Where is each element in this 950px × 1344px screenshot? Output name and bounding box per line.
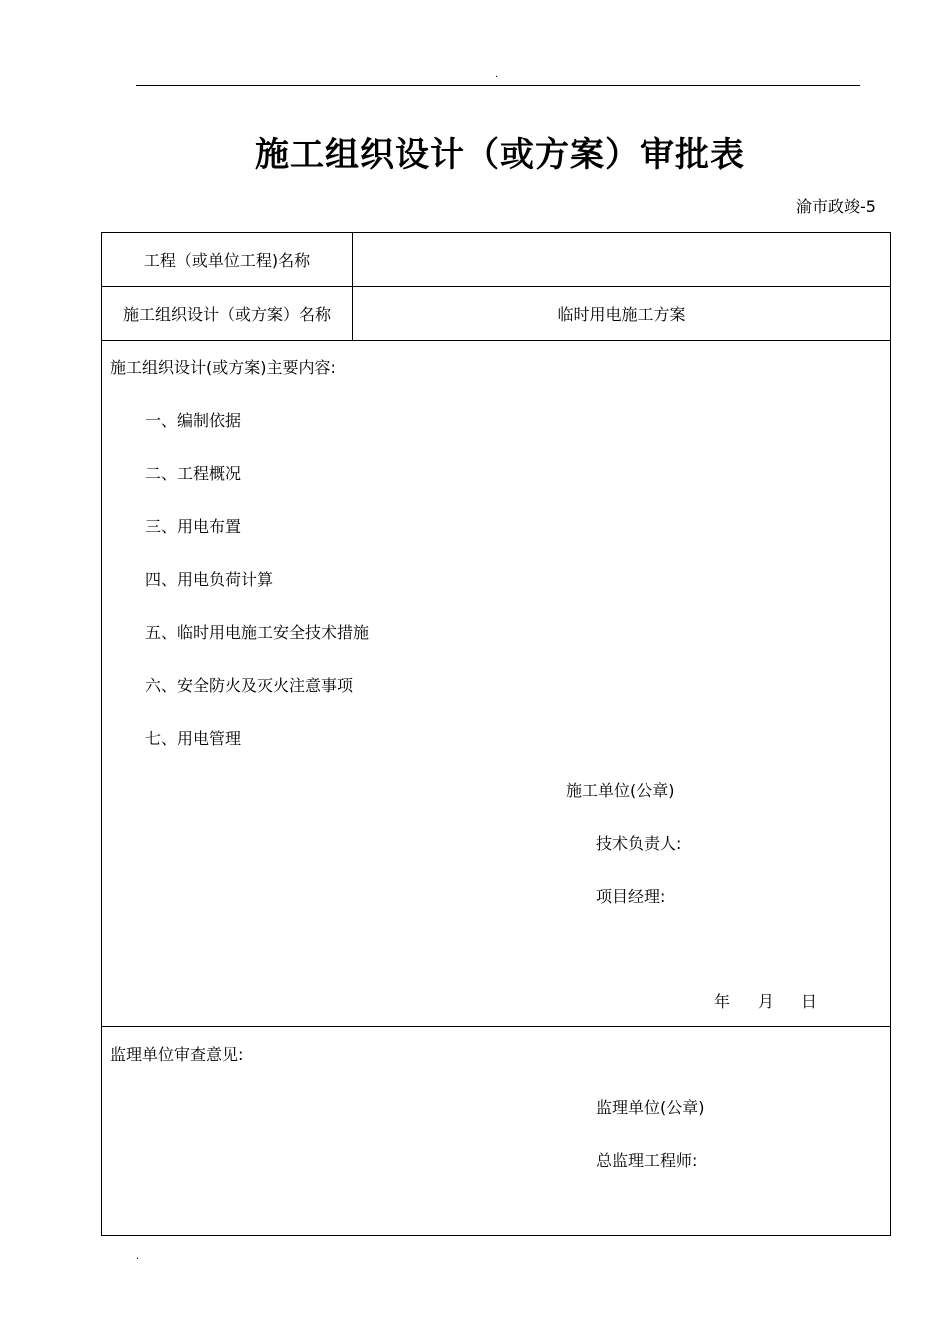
footer-mark: . [136, 1251, 140, 1262]
content-item: 二、工程概况 [145, 464, 242, 483]
project-manager-label: 项目经理: [596, 887, 666, 906]
project-name-label: 工程（或单位工程)名称 [102, 233, 353, 286]
tech-lead-label: 技术负责人: [596, 834, 682, 853]
header-rule [136, 85, 860, 86]
chief-engineer-label: 总监理工程师: [596, 1151, 698, 1170]
approval-form-table [101, 232, 891, 1236]
content-heading: 施工组织设计(或方案)主要内容: [110, 358, 336, 377]
content-item: 一、编制依据 [145, 411, 242, 430]
design-name-field[interactable]: 临时用电施工方案 [557, 305, 686, 324]
form-code: 渝市政竣-5 [796, 197, 876, 216]
design-name-label: 施工组织设计（或方案）名称 [102, 287, 353, 340]
content-item: 六、安全防火及灭火注意事项 [145, 676, 354, 695]
project-name-row [102, 233, 890, 287]
content-item: 三、用电布置 [145, 517, 242, 536]
review-heading: 监理单位审查意见: [110, 1045, 244, 1064]
review-section [102, 1027, 890, 1235]
date-month-label: 月 [758, 992, 775, 1011]
contractor-seal-label: 施工单位(公章) [566, 781, 675, 800]
content-item: 四、用电负荷计算 [145, 570, 274, 589]
header-mark: . [495, 69, 499, 80]
page-title: 施工组织设计（或方案）审批表 [255, 135, 745, 175]
design-name-row [102, 287, 890, 341]
main-content-section [102, 341, 890, 1027]
date-year-label: 年 [714, 992, 731, 1011]
date-day-label: 日 [801, 992, 818, 1011]
content-item: 七、用电管理 [145, 729, 242, 748]
project-name-field[interactable] [353, 233, 890, 286]
content-item: 五、临时用电施工安全技术措施 [145, 623, 370, 642]
supervisor-seal-label: 监理单位(公章) [596, 1098, 705, 1117]
